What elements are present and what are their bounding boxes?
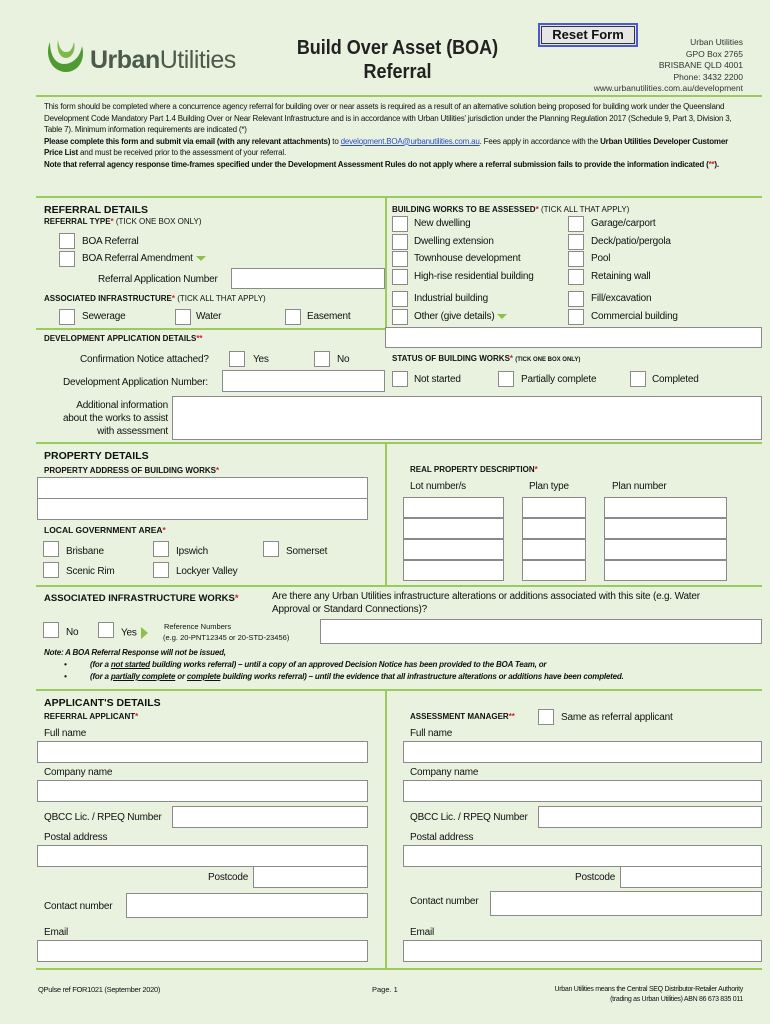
aiw-yes-text: Yes [121,627,137,639]
dwelling-extension-label: Dwelling extension [414,236,494,247]
note-item-2 [44,671,624,683]
address-line: Phone: 3432 2200 [673,71,743,82]
confirmation-notice-label: Confirmation Notice attached? [80,354,209,365]
intro-text-span: Note that referral agency response time-frames specified under the Development Assessment Rules do not apply where a referral submission fails to provide the information indicated ( [44,159,709,169]
lockyer-valley-checkbox[interactable] [153,562,169,578]
partially-complete-checkbox[interactable] [498,371,514,387]
brisbane-label: Brisbane [66,546,104,557]
required-mark: * [216,466,220,475]
applicant-postal-input[interactable] [37,845,368,867]
referral-applicant-text: REFERRAL APPLICANT [44,712,136,721]
not-started-checkbox[interactable] [392,371,408,387]
footer-authority-line: (trading as Urban Utilities) ABN 86 673 835 011 [610,996,743,1003]
address-block [594,37,743,95]
other-works-text: Other (give details) [414,311,495,322]
referral-application-number-label: Referral Application Number [98,274,218,285]
boa-referral-amendment-text: BOA Referral Amendment [82,253,193,264]
property-details-heading: PROPERTY DETAILS [44,450,149,462]
manager-contact-input[interactable] [490,891,762,916]
manager-qbcc-input[interactable] [538,806,762,828]
question-line: Are there any Urban Utilities infrastructure alterations or additions associated with this site (e.g. Water [272,591,700,602]
status-text: STATUS OF BUILDING WORKS [392,354,510,363]
aiw-yes-checkbox[interactable] [98,622,114,638]
garage-carport-checkbox[interactable] [568,216,584,232]
manager-email-input[interactable] [403,940,762,962]
property-address-text: PROPERTY ADDRESS OF BUILDING WORKS [44,466,217,475]
applicant-postcode-label: Postcode [208,872,249,883]
local-government-area-label [44,525,166,535]
form-title-line2: Referral [363,61,432,83]
sewerage-checkbox[interactable] [59,309,75,325]
intro-bold: Urban Utilities Developer Customer Price List [44,136,728,157]
high-rise-residential-checkbox[interactable] [392,269,408,285]
note-block [44,647,624,683]
applicant-contact-input[interactable] [126,893,368,918]
easement-label: Easement [307,311,351,322]
note-title: Note: A BOA Referral Response will not be issued, [44,648,226,657]
manager-qbcc-label: QBCC Lic. / RPEQ Number [410,812,528,823]
section-divider [36,689,762,691]
question-line: Approval or Standard Connections)? [272,604,427,615]
building-works-hint: (TICK ALL THAT APPLY) [540,205,630,214]
applicant-contact-label: Contact number [44,901,113,912]
additional-info-line: Additional information [76,400,168,411]
applicant-qbcc-label: QBCC Lic. / RPEQ Number [44,812,162,823]
intro-text-span: ). [714,159,719,169]
townhouse-development-label: Townhouse development [414,253,521,264]
note-text: or [175,672,187,681]
plan-number-input[interactable] [604,560,727,581]
scenic-rim-checkbox[interactable] [43,562,59,578]
additional-info-line: with assessment [97,426,168,437]
note-text: building works referral) – until a copy of an approved Decision Notice has been provided to the BOA Team, or [149,660,547,669]
referral-type-text: REFERRAL TYPE [44,217,111,226]
industrial-building-checkbox[interactable] [392,291,408,307]
manager-full-name-label: Full name [410,728,453,739]
required-mark: ** [708,159,715,169]
footer-authority [554,985,743,1005]
development-application-label [44,334,203,343]
section-divider [36,328,386,330]
pool-checkbox[interactable] [568,251,584,267]
associated-infrastructure-hint: (TICK ALL THAT APPLY) [177,294,266,303]
somerset-label: Somerset [286,546,328,557]
additional-info-input[interactable] [172,396,762,440]
garage-carport-label: Garage/carport [591,218,656,229]
townhouse-development-checkbox[interactable] [392,251,408,267]
manager-postcode-label: Postcode [575,872,616,883]
applicant-full-name-input[interactable] [37,741,368,763]
manager-email-label: Email [410,927,435,938]
lot-number-header: Lot number/s [410,481,466,492]
deck-patio-pergola-checkbox[interactable] [568,234,584,250]
address-line: www.urbanutilities.com.au/development [593,83,743,93]
bullet-icon: • [64,660,67,669]
intro-text-span: and must be received prior to the assessment of your referral. [78,148,286,157]
additional-info-label [44,399,168,438]
boa-referral-amendment-label [82,253,206,264]
retaining-wall-checkbox[interactable] [568,269,584,285]
water-label: Water [196,311,222,322]
plan-type-input[interactable] [522,497,586,518]
aiw-no-checkbox[interactable] [43,622,59,638]
manager-full-name-input[interactable] [403,741,762,763]
associated-infrastructure-label [44,294,266,303]
same-as-applicant-label: Same as referral applicant [561,712,673,723]
associated-infrastructure-text: ASSOCIATED INFRASTRUCTURE [44,294,172,303]
boa-referral-checkbox[interactable] [59,233,75,249]
lot-number-input[interactable] [403,497,504,518]
development-application-number-input[interactable] [222,370,385,392]
retaining-wall-label: Retaining wall [591,271,651,282]
section-divider [36,585,762,587]
referral-application-number-input[interactable] [231,268,385,289]
header-divider [36,95,762,97]
aiw-yes-label [121,627,148,639]
intro-text-span: . Fees apply in accordance with the [479,136,601,146]
required-mark: * [135,712,139,721]
manager-company-label: Company name [410,767,479,778]
referral-type-hint: (TICK ONE BOX ONLY) [115,217,202,226]
applicant-company-label: Company name [44,767,113,778]
associated-infrastructure-question [272,590,700,616]
manager-postal-input[interactable] [403,845,762,867]
applicant-qbcc-input[interactable] [172,806,368,828]
pool-label: Pool [591,253,611,264]
manager-postal-label: Postal address [410,832,474,843]
note-text: building works referral) – until the evidence that all infrastructure alterations or additions have been completed. [220,672,624,681]
brisbane-checkbox[interactable] [43,541,59,557]
referral-type-label [44,217,202,226]
reference-numbers-input[interactable] [320,619,762,644]
other-works-label [414,311,507,322]
intro-paragraph-3 [44,159,744,171]
completed-checkbox[interactable] [630,371,646,387]
urban-utilities-logo-icon [44,38,86,78]
property-address-line-1[interactable] [37,477,368,499]
water-checkbox[interactable] [175,309,191,325]
arrow-right-icon [141,627,148,639]
plan-number-input[interactable] [604,518,727,539]
footer-page-number: Page. 1 [372,985,398,994]
confirmation-no-checkbox[interactable] [314,351,330,367]
same-as-applicant-checkbox[interactable] [538,709,554,725]
associated-infrastructure-works-text: ASSOCIATED INFRASTRUCTURE WORKS [44,593,235,604]
note-text: (for a [90,672,111,681]
plan-type-input[interactable] [522,560,586,581]
form-title [270,36,525,84]
assessment-manager-text: ASSESSMENT MANAGER [410,712,509,721]
confirmation-no-label: No [337,354,350,365]
plan-type-input[interactable] [522,539,586,560]
intro-paragraph-2 [44,136,744,159]
plan-type-input[interactable] [522,518,586,539]
real-property-description-label [410,465,538,474]
associated-infrastructure-works-heading [44,593,239,604]
applicant-postal-label: Postal address [44,832,108,843]
note-text: (for a [90,660,111,669]
email-link[interactable]: development.BOA@urbanutilities.com.au [340,136,480,146]
ipswich-checkbox[interactable] [153,541,169,557]
new-dwelling-label: New dwelling [414,218,471,229]
status-label [392,354,580,363]
reference-numbers-example: (e.g. 20-PNT12345 or 20-STD-23456) [163,633,290,642]
applicant-postcode-input[interactable] [253,866,368,888]
status-hint: (TICK ONE BOX ONLY) [515,357,581,363]
intro-bold: Please complete this form and submit via email (with any relevant attachments) [44,136,331,146]
intro-paragraph-1: This form should be completed where a concurrence agency referral for building over or near assets is required as a result of an alternative solution being proposed for building work under the Queensland Development Code Mandatory Part 1.4 Building Over or Near Relevant Infrastructure and is in accordance with Urban Utilities' jurisdiction under the Planning Regulation 2017 (Schedule 9, Part 3, Division 3, Table 7). Minimum information requirements are indicated (*) [44,102,732,134]
partially-complete-label: Partially complete [521,374,597,385]
required-mark: * [110,217,114,226]
required-mark: * [535,205,539,214]
completed-label: Completed [652,374,699,385]
new-dwelling-checkbox[interactable] [392,216,408,232]
ipswich-label: Ipswich [176,546,208,557]
industrial-building-label: Industrial building [414,293,489,304]
plan-number-input[interactable] [604,539,727,560]
footer-authority-line: Urban Utilities means the Central SEQ Distributor-Retailer Authority [554,986,743,993]
address-line: GPO Box 2765 [685,48,743,59]
column-divider [385,444,387,586]
high-rise-residential-label: High-rise residential building [414,271,534,282]
required-mark: * [162,525,166,535]
lot-number-input[interactable] [403,560,504,581]
referral-applicant-label [44,712,138,721]
assessment-manager-label [410,712,515,721]
sewerage-label: Sewerage [82,311,126,322]
reference-numbers-text: Reference Numbers [164,622,232,631]
footer-reference: QPulse ref FOR1021 (September 2020) [38,985,161,994]
plan-type-header: Plan type [529,481,569,492]
note-item-1 [44,659,624,671]
dropdown-arrow-icon [497,314,507,319]
column-divider [385,691,387,969]
referral-details-heading: REFERRAL DETAILS [44,204,149,216]
applicant-email-label: Email [44,927,69,938]
address-line: Urban Utilities [690,37,743,47]
deck-patio-pergola-label: Deck/patio/pergola [591,236,671,247]
manager-contact-label: Contact number [410,896,479,907]
lot-number-input[interactable] [403,539,504,560]
other-works-checkbox[interactable] [392,309,408,325]
logo-text-urban: Urban [90,46,160,74]
required-mark: * [509,354,514,363]
bullet-icon: • [64,672,67,681]
note-underline: partially complete [110,672,176,681]
property-address-label [44,466,219,475]
intro-text [44,101,744,170]
lot-number-input[interactable] [403,518,504,539]
building-works-text: BUILDING WORKS TO BE ASSESSED [392,205,536,214]
plan-number-input[interactable] [604,497,727,518]
column-divider [385,198,387,328]
manager-postcode-input[interactable] [620,866,762,888]
footer-divider [36,968,762,970]
not-started-label: Not started [414,374,461,385]
intro-text-span: to [330,136,341,146]
plan-number-header: Plan number [612,481,667,492]
applicant-company-input[interactable] [37,780,368,802]
note-underline: complete [186,672,221,681]
manager-company-input[interactable] [403,780,762,802]
dropdown-arrow-icon [196,256,206,261]
commercial-building-checkbox[interactable] [568,309,584,325]
section-divider [36,442,762,444]
applicant-full-name-label: Full name [44,728,87,739]
dwelling-extension-checkbox[interactable] [392,234,408,250]
note-underline: not started [110,660,150,669]
commercial-building-label: Commercial building [591,311,678,322]
additional-info-line: about the works to assist [62,413,168,424]
other-works-details-input[interactable] [385,327,762,348]
section-divider [36,196,762,198]
easement-checkbox[interactable] [285,309,301,325]
building-works-label [392,205,629,214]
fill-excavation-checkbox[interactable] [568,291,584,307]
required-mark: * [234,593,239,604]
real-property-description-text: REAL PROPERTY DESCRIPTION [410,465,535,474]
required-mark: * [534,465,538,474]
applicants-details-heading: APPLICANT'S DETAILS [44,697,161,709]
applicant-email-input[interactable] [37,940,368,962]
boa-referral-amendment-checkbox[interactable] [59,251,75,267]
required-mark: ** [508,712,515,721]
required-mark: * [171,294,175,303]
required-mark: ** [196,334,203,343]
confirmation-yes-label: Yes [253,354,269,365]
lockyer-valley-label: Lockyer Valley [176,566,238,577]
local-government-area-text: LOCAL GOVERNMENT AREA [44,525,163,535]
reference-numbers-label [163,621,289,643]
somerset-checkbox[interactable] [263,541,279,557]
property-address-line-2[interactable] [37,498,368,520]
confirmation-yes-checkbox[interactable] [229,351,245,367]
boa-referral-label: BOA Referral [82,236,139,247]
development-application-number-label: Development Application Number: [63,377,208,388]
scenic-rim-label: Scenic Rim [66,566,115,577]
development-application-text: DEVELOPMENT APPLICATION DETAILS [44,334,197,343]
address-line: BRISBANE QLD 4001 [658,60,743,70]
logo-text-utilities: Utilities [159,46,236,74]
reset-form-label: Reset Form [541,26,635,44]
form-title-line1: Build Over Asset (BOA) [296,37,499,59]
fill-excavation-label: Fill/excavation [591,293,652,304]
aiw-no-label: No [66,627,79,638]
